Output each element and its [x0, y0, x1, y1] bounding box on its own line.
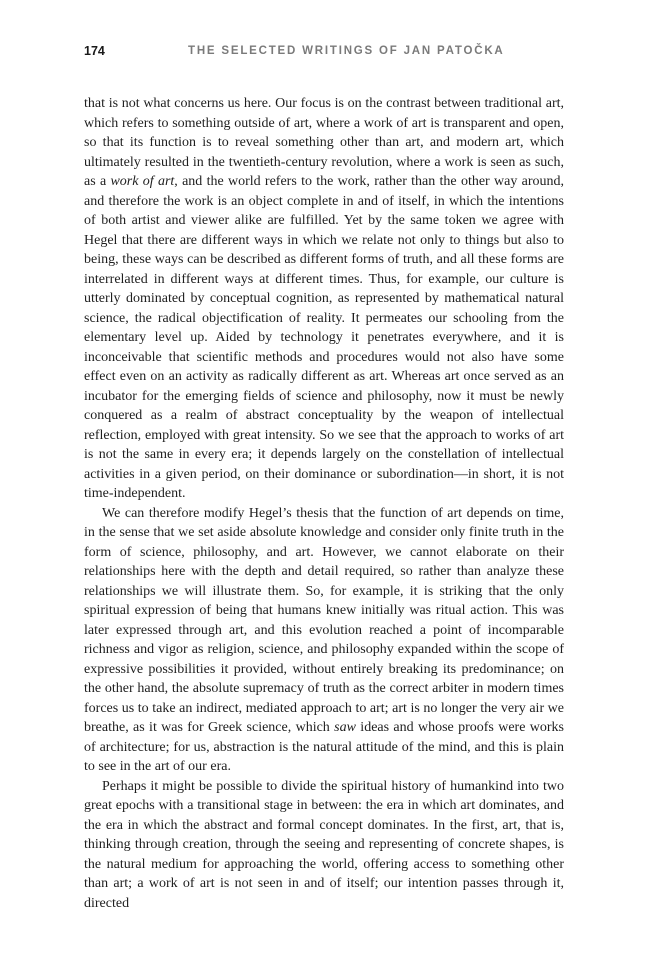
- paragraph-2-text-b: ideas and whose proofs were works of architecture; for us, abstraction is the natural attitude of the mind, and this is plain to see in the art of our era.: [84, 720, 565, 774]
- paragraph-1-text-b: , and the world refers to the work, rather than the other way around, and therefore the work is an object complete in and of itself, in which the intentions of both artist and viewer alike are fulfilled. Yet by the same token we agree with Hegel that there are different ways in which we relate not only to things but also to being, these ways can be described as different forms of truth, and all these forms are interrelated in different ways at different times. Thus, for example, our culture is utterly dominated by conceptual cognition, as represented by mathematical natural science, the radical objectification of reality. It permeates our schooling from the elementary level up. Aided by technology it penetrates everywhere, and it is inconceivable that scientific methods and procedures would not also have some effect even on an activity as radically different as art. Whereas art once served as an incubator for the emerging fields of science and philosophy, now it must be newly conquered as a realm of abstract conceptuality by the weapon of intellectual reflection, employed with great intensity. So we see that the approach to works of art is not the same in every era; it depends largely on the constellation of intellectual activities in a given period, on their dominance or subordination—in short, it is not time-independent.: [84, 174, 564, 501]
- paragraph-2-emphasis: saw: [334, 720, 356, 735]
- running-title: THE SELECTED WRITINGS OF JAN PATOČKA: [188, 45, 505, 57]
- paragraph-2-text-a: We can therefore modify Hegel’s thesis that the function of art depends on time, in the sense that we set aside absolute knowledge and consider only finite truth in the form of science, philosophy, and art. However, we cannot elaborate on their relationships here with the depth and detail required, so rather than analyze these relationships we will illustrate them. So, for example, it is striking that the only spiritual expression of being that humans knew initially was ritual action. This was later expressed through art, and this evolution reached a point of incomparable richness and vigor as religion, science, and philosophy expanded within the scope of expressive possibilities it provided, without entirely breaking its predominance; on the other hand, the absolute supremacy of truth as the correct arbiter in modern times forces us to take an indirect, mediated approach to art; art is no longer the very air we breathe, as it was for Greek science, which: [84, 505, 564, 735]
- paragraph-2: [84, 504, 564, 777]
- body-text: [84, 94, 564, 913]
- page-number: 174: [84, 44, 105, 58]
- paragraph-1: [84, 94, 564, 504]
- paragraph-1-text-a: that is not what concerns us here. Our focus is on the contrast between traditional art, which refers to something outside of art, where a work of art is transparent and open, so that its function is to reveal something other than art, and modern art, which ultimately resulted in the twentieth-century revolution, where a work is seen as such, as a: [84, 96, 564, 189]
- paragraph-1-emphasis: work of art: [110, 174, 175, 189]
- paragraph-3: Perhaps it might be possible to divide the spiritual history of humankind into two great epochs with a transitional stage in between: the era in which art dominates, and the era in which the abstract and formal concept dominates. In the first, art, that is, thinking through creation, through the seeing and representing of concrete shapes, is the natural medium for approaching the world, offering access to something other than art; a work of art is not seen in and of itself; our intention passes through it, directed: [84, 778, 564, 911]
- page-header: [84, 44, 564, 64]
